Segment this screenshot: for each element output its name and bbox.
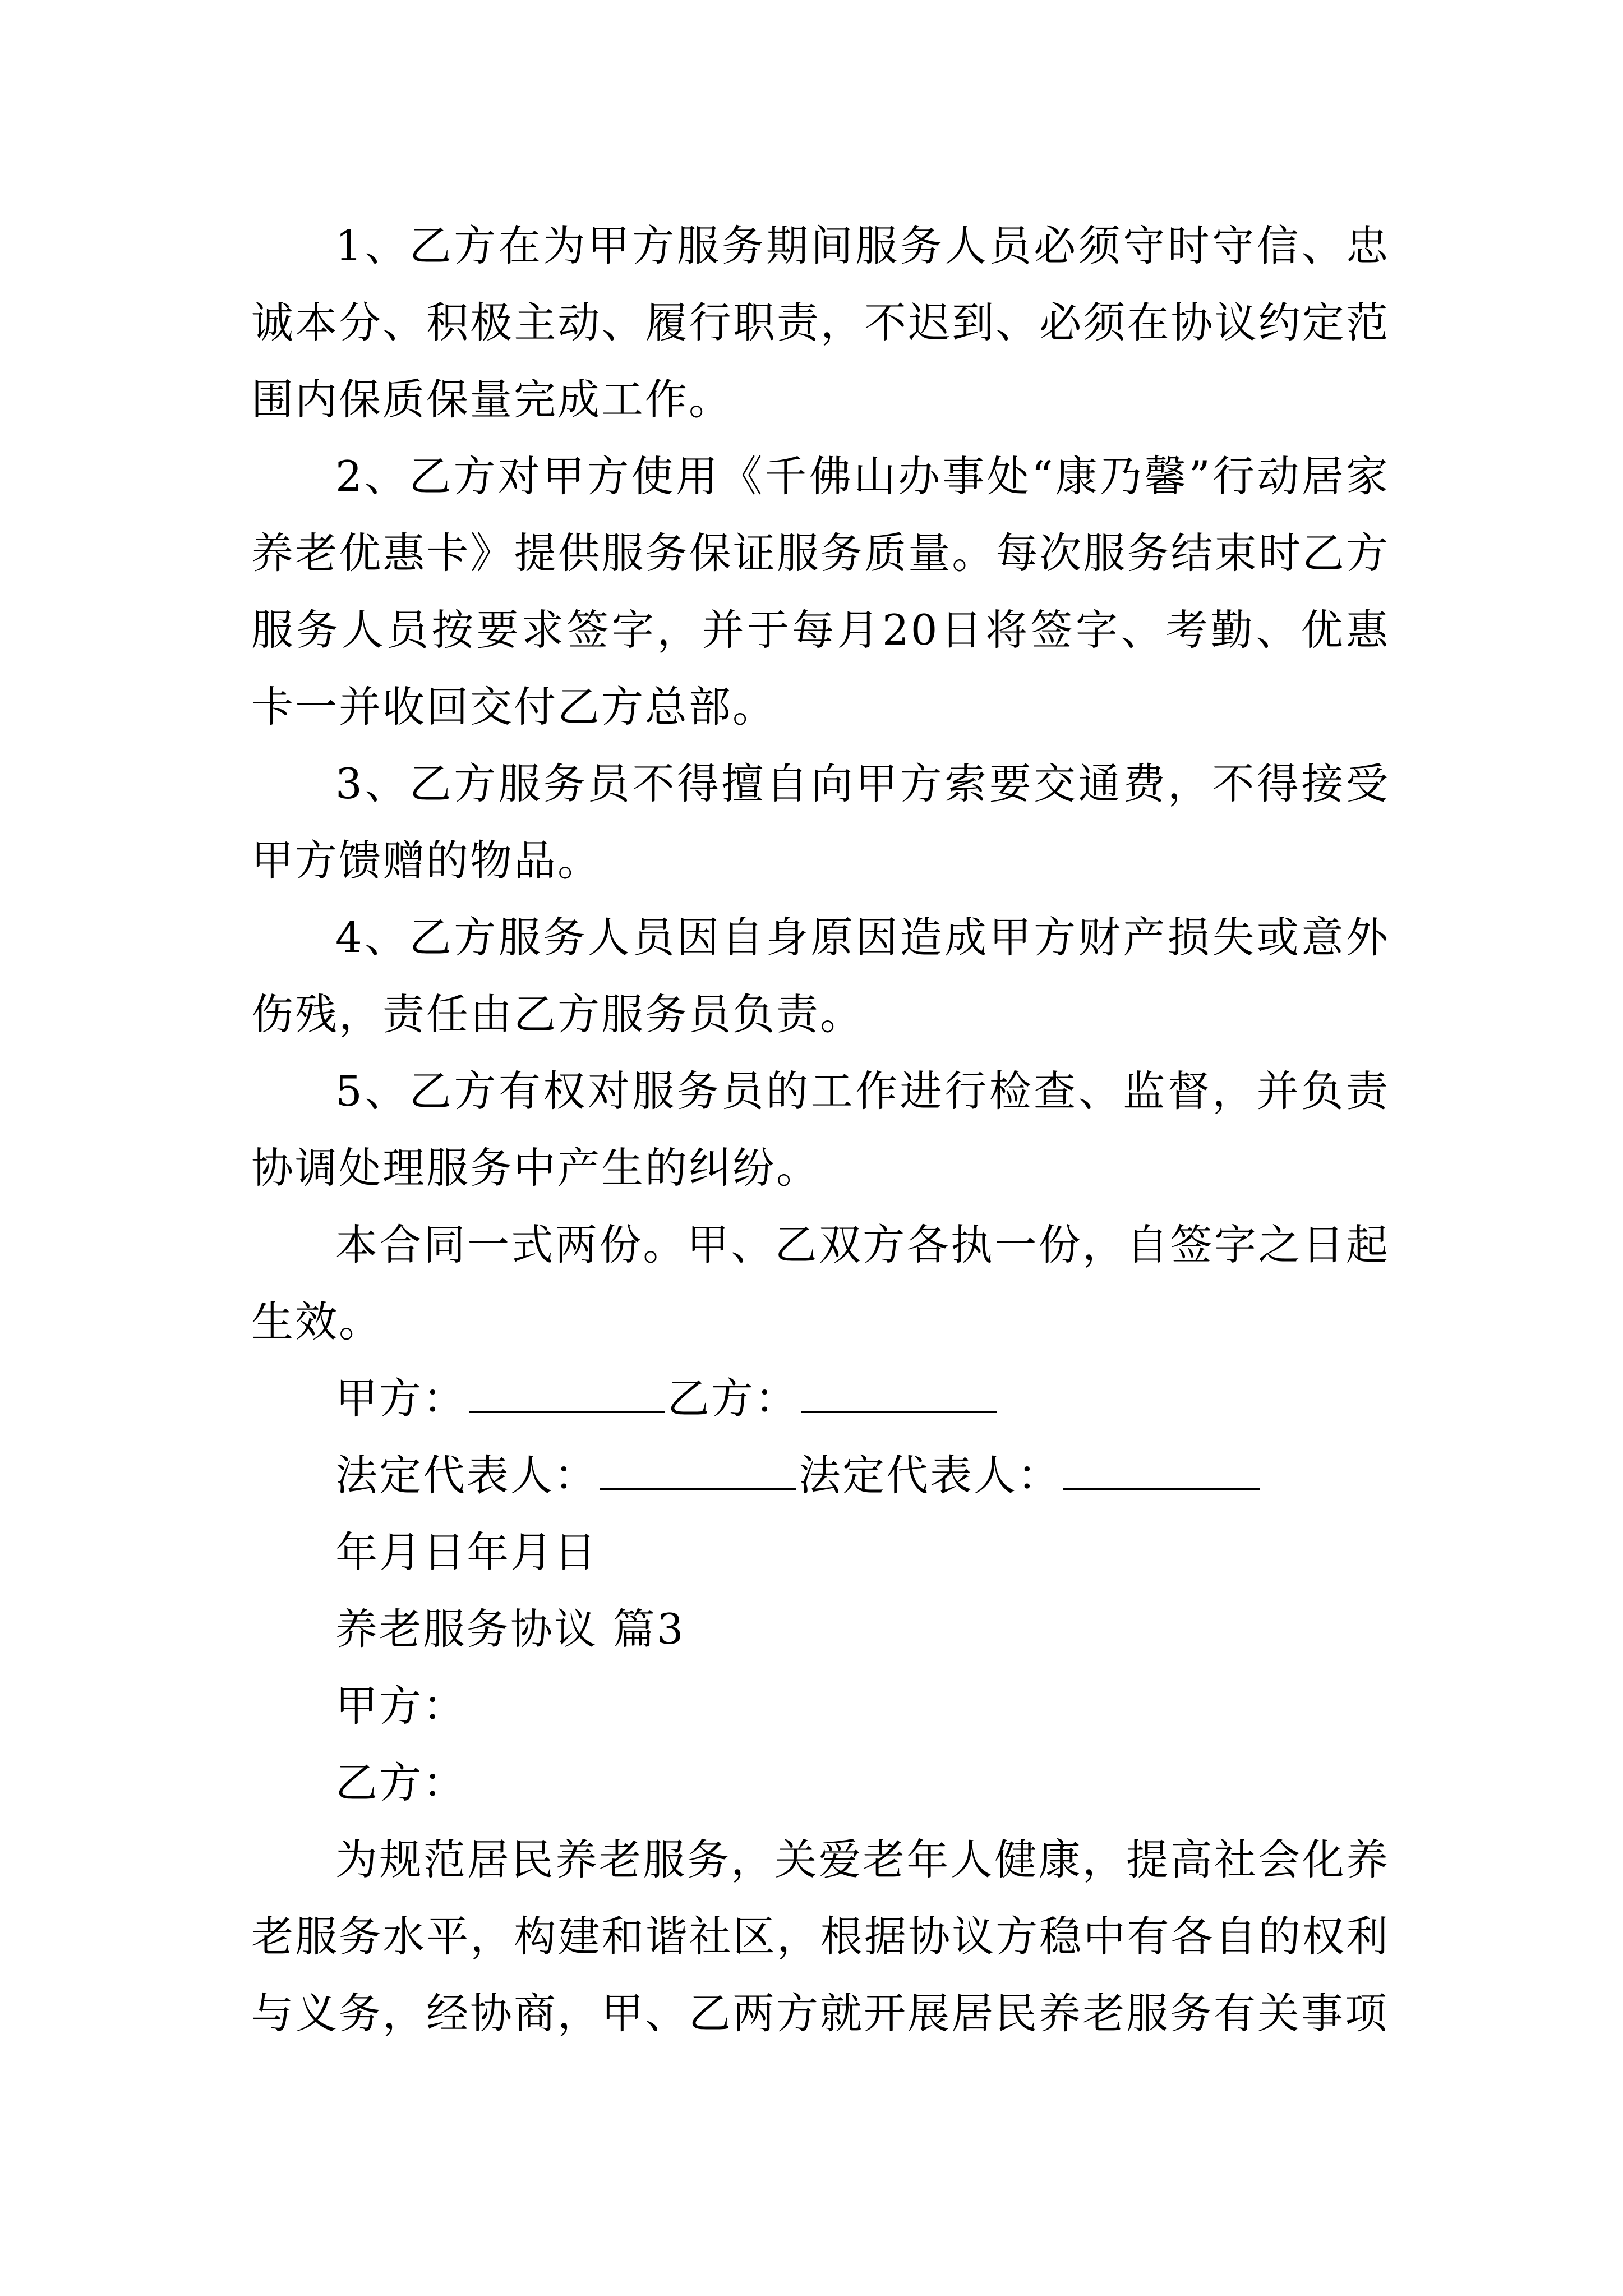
clause-2: 2、乙方对甲方使用《千佛山办事处“康乃馨”行动居家养老优惠卡》提供服务保证服务质量。每次服务结束时乙方服务人员按要求签字，并于每月20日将签字、考勤、优惠卡一并收回交付乙方总部。 <box>251 452 1390 731</box>
clause-3: 3、乙方服务员不得擅自向甲方索要交通费，不得接受甲方馈赠的物品。 <box>251 759 1390 885</box>
party-a-signature-blank <box>469 1373 665 1413</box>
rep-a-label: 法定代表人： <box>335 1451 598 1500</box>
party-b-signature-label: 乙方： <box>667 1374 799 1423</box>
document-body <box>251 208 1390 2052</box>
section-title: 养老服务协议 篇3 <box>335 1604 685 1654</box>
copies-clause: 本合同一式两份。甲、乙双方各执一份，自签字之日起生效。 <box>251 1220 1390 1346</box>
rep-b-blank <box>1063 1450 1260 1490</box>
party-b-signature-blank <box>801 1373 997 1413</box>
signature-representatives-line <box>251 1437 1390 1514</box>
clause-4: 4、乙方服务人员因自身原因造成甲方财产损失或意外伤残，责任由乙方服务员负责。 <box>251 913 1390 1039</box>
clause-1: 1、乙方在为甲方服务期间服务人员必须守时守信、忠诚本分、积极主动、履行职责，不迟到、必须在协议约定范围内保质保量完成工作。 <box>251 221 1390 424</box>
intro-paragraph: 为规范居民养老服务，关爱老年人健康，提高社会化养老服务水平，构建和谐社区，根据协议方稳中有各自的权利与义务，经协商，甲、乙两方就开展居民养老服务有关事项 <box>251 1835 1390 2038</box>
signature-parties-line <box>251 1360 1390 1437</box>
party-b-line: 乙方： <box>335 1758 467 1807</box>
signature-date-line: 年月日年月日 <box>335 1527 598 1577</box>
party-a-line: 甲方： <box>335 1681 467 1731</box>
party-a-signature-label: 甲方： <box>335 1374 467 1423</box>
rep-b-label: 法定代表人： <box>799 1451 1062 1500</box>
rep-a-blank <box>600 1450 796 1490</box>
clause-5: 5、乙方有权对服务员的工作进行检查、监督，并负责协调处理服务中产生的纠纷。 <box>251 1066 1390 1193</box>
